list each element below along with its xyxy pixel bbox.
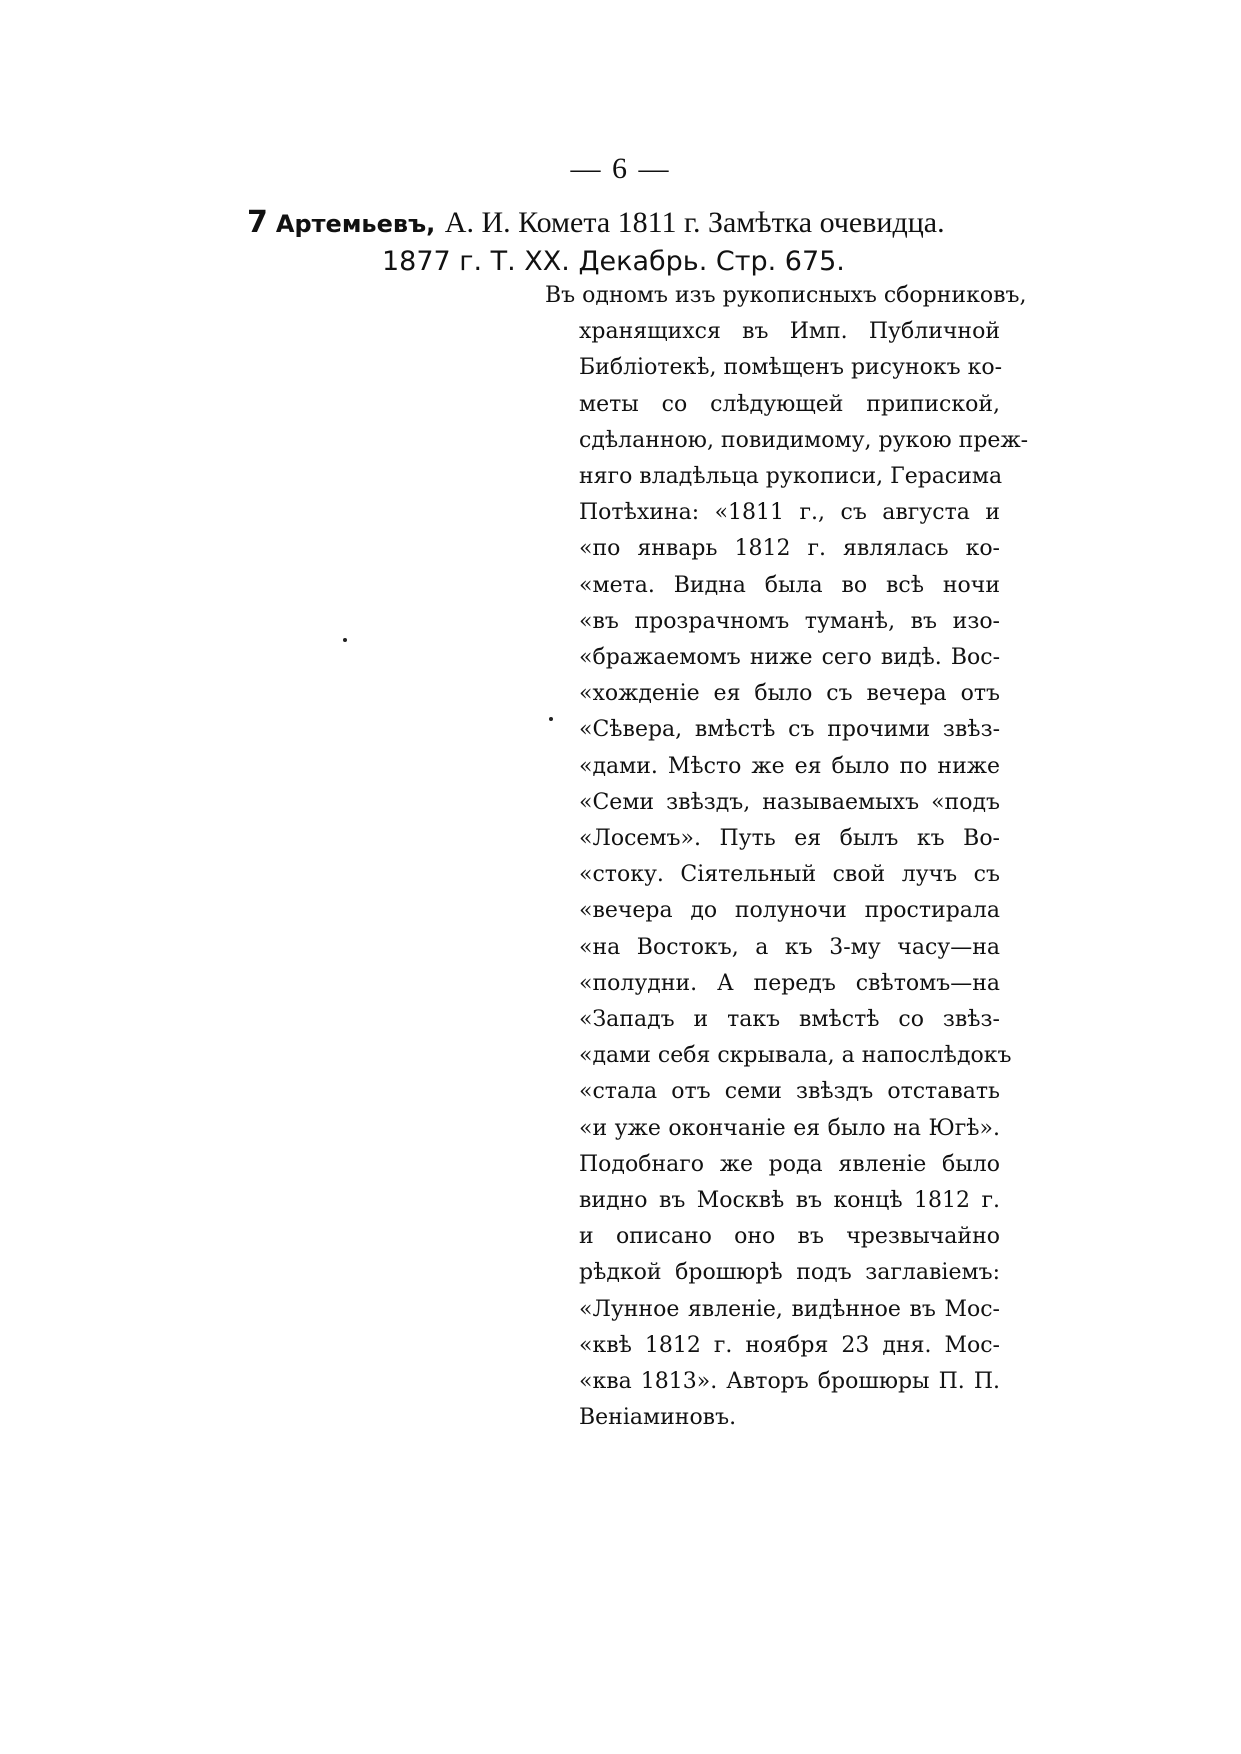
annotation-line: Потѣхина: «1811 г., съ августа и (579, 500, 1000, 526)
annotation-line: «Западъ и такъ вмѣстѣ со звѣз- (579, 1007, 1000, 1033)
annotation-line: сдѣланною, повидимому, рукою преж- (579, 427, 1029, 453)
print-speck (549, 717, 553, 721)
annotation-line: «бражаемомъ ниже сего видѣ. Вос- (579, 645, 1000, 671)
annotation-line: «вечера до полуночи простирала (579, 898, 1000, 924)
entry-heading (247, 204, 997, 281)
annotation-line: «ква 1813». Авторъ брошюры П. П. (579, 1369, 1000, 1395)
annotation-line: «и уже окончаніе ея было на Югѣ». (579, 1115, 1000, 1141)
annotation-line: Библіотекѣ, помѣщенъ рисунокъ ко- (579, 355, 1003, 381)
annotation-line: «стоку. Сіятельный свой лучъ съ (579, 862, 1000, 888)
annotation-line: «въ прозрачномъ туманѣ, въ изо- (579, 608, 1000, 634)
annotation-line: «Лосемъ». Путь ея былъ къ Во- (579, 826, 1000, 852)
annotation-line: «Лунное явленіе, видѣнное въ Мос- (579, 1296, 1000, 1322)
page-number: — 6 — (570, 152, 671, 185)
annotation-line: «Семи звѣздъ, называемыхъ «подъ (579, 789, 1000, 815)
annotation-line: хранящихся въ Имп. Публичной (579, 319, 1000, 345)
entry-annotation (545, 278, 1029, 1437)
annotation-line: «хожденіе ея было съ вечера отъ (579, 681, 1000, 707)
annotation-line: меты со слѣдующей припиской, (579, 391, 1000, 417)
annotation-line: Въ одномъ изъ рукописныхъ сборниковъ, (545, 283, 1027, 308)
annotation-line: «стала отъ семи звѣздъ отставать (579, 1079, 1000, 1105)
annotation-line: «на Востокъ, а къ 3-му часу—на (579, 934, 1000, 960)
entry-author: Артемьевъ, (275, 210, 436, 238)
annotation-line: «Сѣвера, вмѣстѣ съ прочими звѣз- (579, 717, 1000, 743)
annotation-line: «дами. Мѣсто же ея было по ниже (579, 753, 1000, 779)
entry-marker: 7 (247, 205, 268, 240)
annotation-line: «полудни. А передъ свѣтомъ—на (579, 970, 1000, 996)
annotation-line: Веніаминовъ. (579, 1405, 737, 1431)
annotation-line: «по январь 1812 г. являлась ко- (579, 536, 1000, 562)
annotation-line: видно въ Москвѣ въ концѣ 1812 г. (579, 1188, 1000, 1214)
annotation-line: рѣдкой брошюрѣ подъ заглавіемъ: (579, 1260, 1000, 1286)
annotation-line: Подобнаго же рода явленіе было (579, 1151, 1000, 1177)
annotation-line: «дами себя скрывала, а напослѣдокъ (579, 1043, 1012, 1069)
annotation-line: и описано оно въ чрезвычайно (579, 1224, 1000, 1250)
annotation-line: «мета. Видна была во всѣ ночи (579, 572, 1000, 598)
annotation-line: «квѣ 1812 г. ноября 23 дня. Мос- (579, 1332, 1000, 1358)
annotation-line: няго владѣльца рукописи, Герасима (579, 464, 1003, 490)
print-speck (343, 638, 347, 642)
entry-title-line-2: 1877 г. Т. XX. Декабрь. Стр. 675. (382, 246, 845, 277)
entry-title-line-1: А. И. Комета 1811 г. Замѣтка очевидца. (444, 206, 945, 239)
